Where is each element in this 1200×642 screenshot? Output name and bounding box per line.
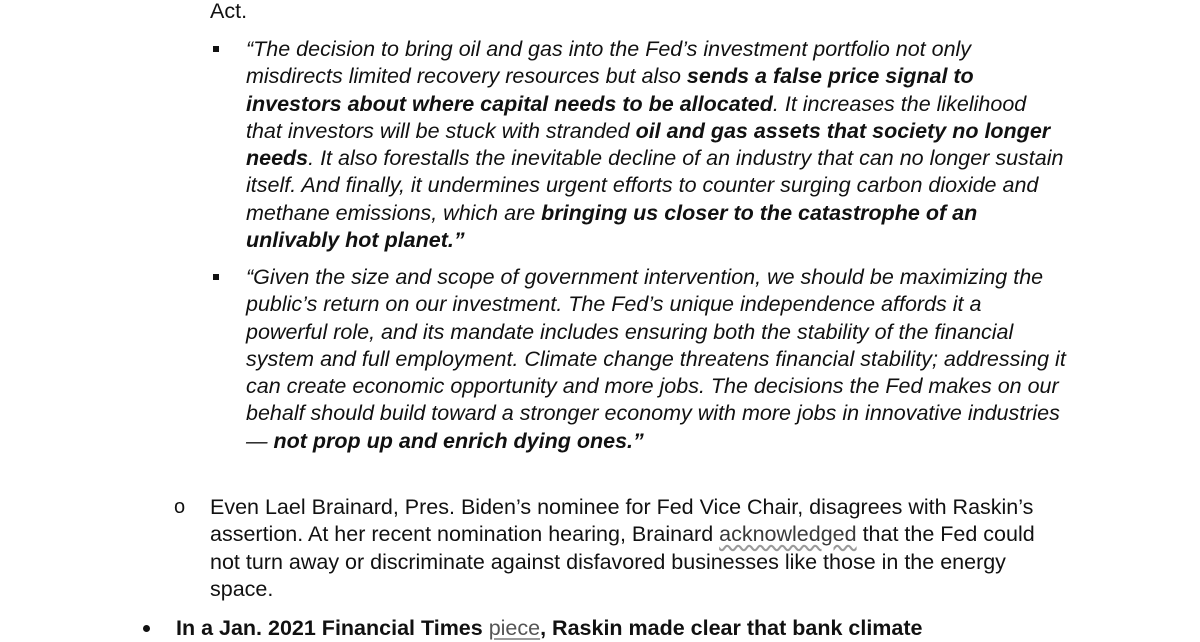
quote-bullet-1 (246, 36, 1066, 254)
bullet-text: In a Jan. 2021 Financial Times (176, 616, 489, 640)
quote-text: “The decision to bring oil and gas into the Fed’s investment portfolio not only misdirects limited recovery resources but also (246, 37, 972, 89)
quote-bullet-2 (246, 264, 1066, 455)
quote-text: . It increases the likelihood that investors will be stuck with stranded (246, 91, 1027, 143)
sub-bullet-brainard (174, 494, 1040, 603)
square-bullet-icon (213, 274, 219, 280)
quote-text: . It also forestalls the inevitable decline of an industry that can no longer sustain itself. And finally, it undermines urgent efforts to counter surging carbon dioxide and methane emissions, which are (246, 146, 1064, 225)
round-bullet-icon (143, 625, 150, 632)
sub-bullet-text: that the Fed could not turn away or discriminate against disfavored businesses like those in the energy space. (210, 522, 1035, 601)
square-bullet-icon (213, 46, 219, 52)
quote-emphasis: bringing us closer to the catastrophe of an unlivably hot planet.” (246, 200, 978, 253)
quote-emphasis: oil and gas assets that society no longer needs (246, 118, 1051, 171)
piece-link[interactable]: piece (488, 616, 541, 640)
acknowledged-link[interactable]: acknowledged (719, 522, 857, 547)
circle-bullet-icon: o (174, 496, 186, 518)
quote-emphasis: sends a false price signal to investors about where capital needs to be allocated (246, 64, 974, 116)
quote-emphasis: not prop up and enrich dying ones.” (273, 428, 644, 453)
bullet-text: , Raskin made clear that bank climate (540, 616, 923, 640)
sub-bullet-text: Even Lael Brainard, Pres. Biden’s nominee for Fed Vice Chair, disagrees with Raskin’s assertion. At her recent nomination hearing, Brainard (210, 495, 1034, 547)
bullet-financial-times (176, 615, 1076, 642)
quote-text: “Given the size and scope of government intervention, we should be maximizing the public’s return on our investment. The Fed’s unique independence affords it a powerful role, and its mandate includes ensuring both the stability of the financial system and full employment. Climate change threatens financial stability; addressing it can create economic opportunity and more jobs. The decisions the Fed makes on our behalf should build toward a stronger economy with more jobs in innovative industries — (246, 265, 1066, 453)
continuation-text: Act. (210, 0, 248, 23)
